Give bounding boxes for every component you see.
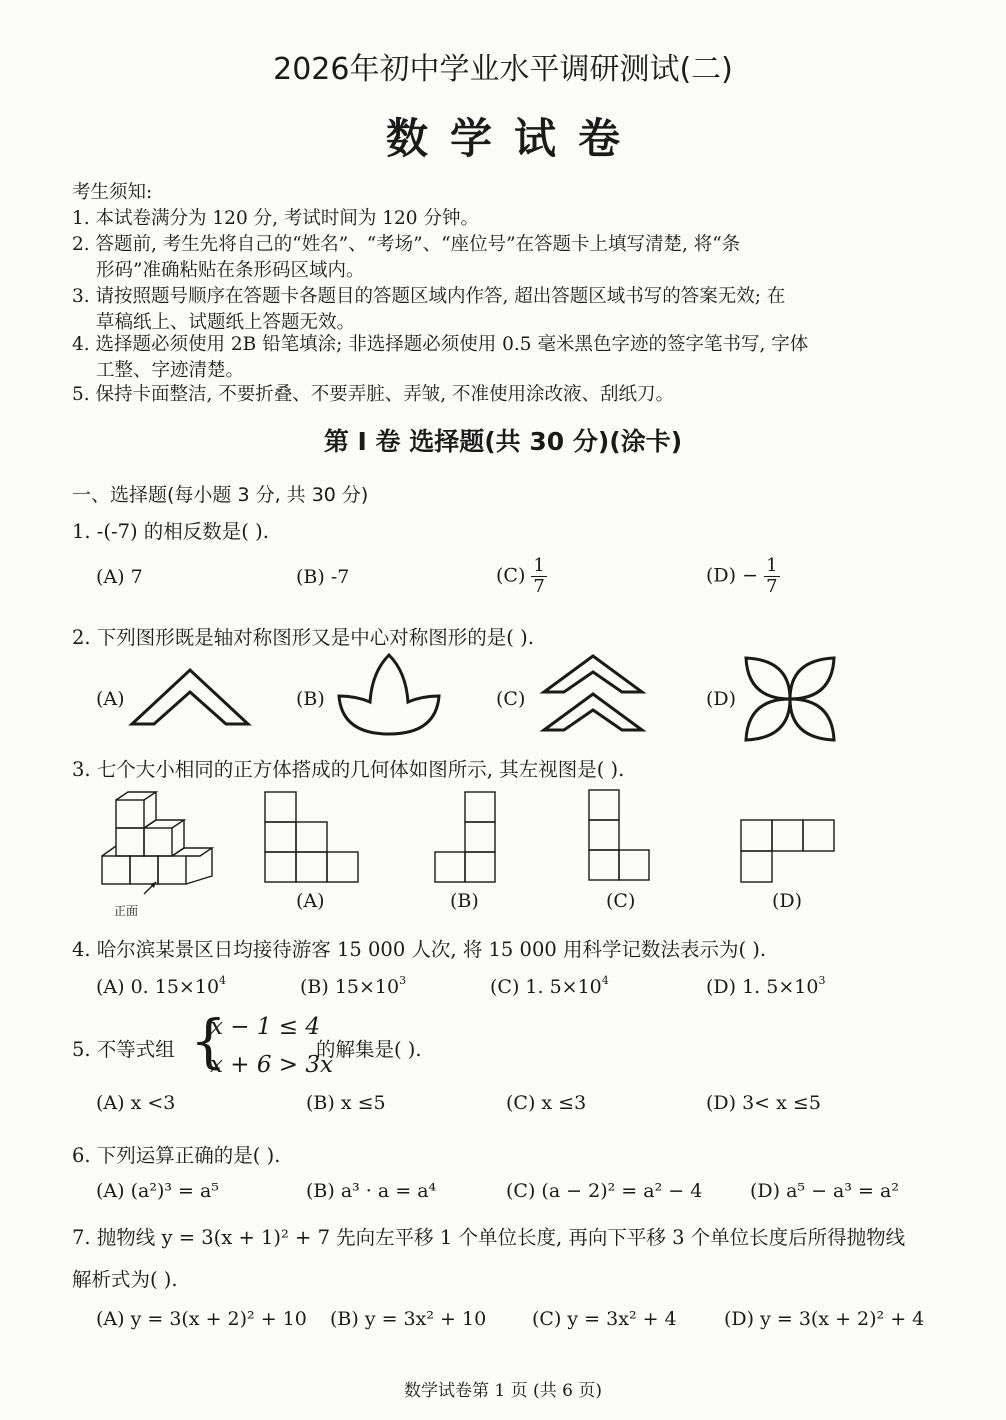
q1-option-c [496, 556, 547, 597]
q6-option-c: (C) (a − 2)² = a² − 4 [506, 1180, 703, 1202]
cube-stack-figure [98, 790, 222, 900]
notice-line: 工整、字迹清楚。 [96, 360, 245, 381]
q1-option-d-label: (D) − [706, 564, 759, 587]
exponent: 3 [818, 974, 826, 987]
q5-option-b: (B) x ≤5 [306, 1092, 386, 1114]
q1-option-b: (B) -7 [296, 566, 350, 588]
lotus-figure-b [336, 652, 442, 738]
exponent: 3 [399, 974, 407, 987]
notice-line: 草稿纸上、试题纸上答题无效。 [96, 312, 356, 333]
notice-line: 1. 本试卷满分为 120 分, 考试时间为 120 分钟。 [72, 208, 479, 229]
q1-option-c-label: (C) [496, 564, 526, 587]
fraction-denominator: 7 [533, 576, 545, 597]
q5-option-d: (D) 3< x ≤5 [706, 1092, 821, 1114]
q5-option-a: (A) x <3 [96, 1092, 176, 1114]
view-figure-c [586, 788, 652, 884]
q6-option-a: (A) (a²)³ = a⁵ [96, 1180, 219, 1202]
fraction-denominator: 7 [766, 576, 778, 597]
system-brace: { [190, 1007, 227, 1075]
q3-option-d: (D) [772, 890, 803, 912]
q3-option-a: (A) [296, 890, 325, 912]
q2-option-d: (D) [706, 688, 737, 710]
notice-line: 3. 请按照题号顺序在答题卡各题目的答题区域内作答, 超出答题区域书写的答案无效; 在 [72, 286, 786, 307]
subject-title: 数学试卷 [385, 114, 642, 163]
q4-option-d-text: (D) 1. 5×10 [706, 976, 819, 998]
question-5-stem-post: 的解集是( ). [316, 1038, 422, 1061]
chevron-figure-a [128, 664, 252, 728]
exam-title: 2026年初中学业水平调研测试(二) [273, 52, 733, 87]
notice-line: 5. 保持卡面整洁, 不要折叠、不要弄脏、弄皱, 不准使用涂改液、刮纸刀。 [72, 384, 675, 405]
q1-option-d [706, 556, 780, 597]
view-figure-b [432, 790, 498, 884]
q4-option-a [96, 976, 226, 998]
question-7-stem-line-1: 7. 抛物线 y = 3(x + 1)² + 7 先向左平移 1 个单位长度, 再向下平移 3 个单位长度后所得抛物线 [72, 1226, 906, 1249]
q2-option-b: (B) [296, 688, 325, 710]
exponent: 4 [219, 974, 227, 987]
q6-option-d: (D) a⁵ − a³ = a² [750, 1180, 899, 1202]
four-petal-figure-d [744, 656, 836, 742]
inequality-line-2: x + 6 > 3x [210, 1052, 333, 1078]
q4-option-a-text: (A) 0. 15×10 [96, 976, 220, 998]
fraction [531, 556, 546, 597]
fraction-numerator: 1 [766, 555, 778, 576]
q4-option-b-text: (B) 15×10 [300, 976, 400, 998]
front-label: 正面 [114, 904, 139, 918]
q4-option-d [706, 976, 825, 998]
part-heading: 一、选择题(每小题 3 分, 共 30 分) [72, 484, 369, 506]
question-4-stem: 4. 哈尔滨某景区日均接待游客 15 000 人次, 将 15 000 用科学记数法表示为( ). [72, 938, 767, 961]
q7-option-c: (C) y = 3x² + 4 [532, 1308, 677, 1330]
fraction-numerator: 1 [533, 555, 545, 576]
q5-option-c: (C) x ≤3 [506, 1092, 587, 1114]
page-footer: 数学试卷第 1 页 (共 6 页) [404, 1381, 602, 1401]
q3-option-c: (C) [606, 890, 636, 912]
q1-option-a: (A) 7 [96, 566, 143, 588]
question-1-stem: 1. -(-7) 的相反数是( ). [72, 520, 269, 543]
section-title: 第 I 卷 选择题(共 30 分)(涂卡) [323, 427, 683, 456]
q6-option-b: (B) a³ · a = a⁴ [306, 1180, 437, 1202]
question-3-stem: 3. 七个大小相同的正方体搭成的几何体如图所示, 其左视图是( ). [72, 758, 625, 781]
notice-line: 2. 答题前, 考生先将自己的“姓名”、“考场”、“座位号”在答题卡上填写清楚, 将“条 [72, 234, 741, 255]
question-5-stem-pre: 5. 不等式组 [72, 1038, 175, 1061]
q7-option-d: (D) y = 3(x + 2)² + 4 [724, 1308, 925, 1330]
q7-option-b: (B) y = 3x² + 10 [330, 1308, 487, 1330]
q3-option-b: (B) [450, 890, 479, 912]
q4-option-c-text: (C) 1. 5×10 [490, 976, 602, 998]
q2-option-c: (C) [496, 688, 526, 710]
q7-option-a: (A) y = 3(x + 2)² + 10 [96, 1308, 307, 1330]
view-figure-a [262, 790, 360, 884]
question-2-stem: 2. 下列图形既是轴对称图形又是中心对称图形的是( ). [72, 626, 534, 649]
q4-option-c [490, 976, 609, 998]
view-figure-d [738, 818, 836, 884]
fraction [764, 556, 779, 597]
question-6-stem: 6. 下列运算正确的是( ). [72, 1144, 281, 1167]
double-chevron-figure-c [540, 652, 646, 734]
q2-option-a: (A) [96, 688, 125, 710]
question-7-stem-line-2: 解析式为( ). [72, 1268, 178, 1291]
notice-heading: 考生须知: [72, 182, 153, 203]
inequality-line-1: x − 1 ≤ 4 [210, 1014, 321, 1040]
exponent: 4 [601, 974, 609, 987]
notice-line: 4. 选择题必须使用 2B 铅笔填涂; 非选择题必须使用 0.5 毫米黑色字迹的签字笔书写, 字体 [72, 334, 809, 355]
notice-line: 形码”准确粘贴在条形码区域内。 [96, 260, 365, 281]
q4-option-b [300, 976, 406, 998]
